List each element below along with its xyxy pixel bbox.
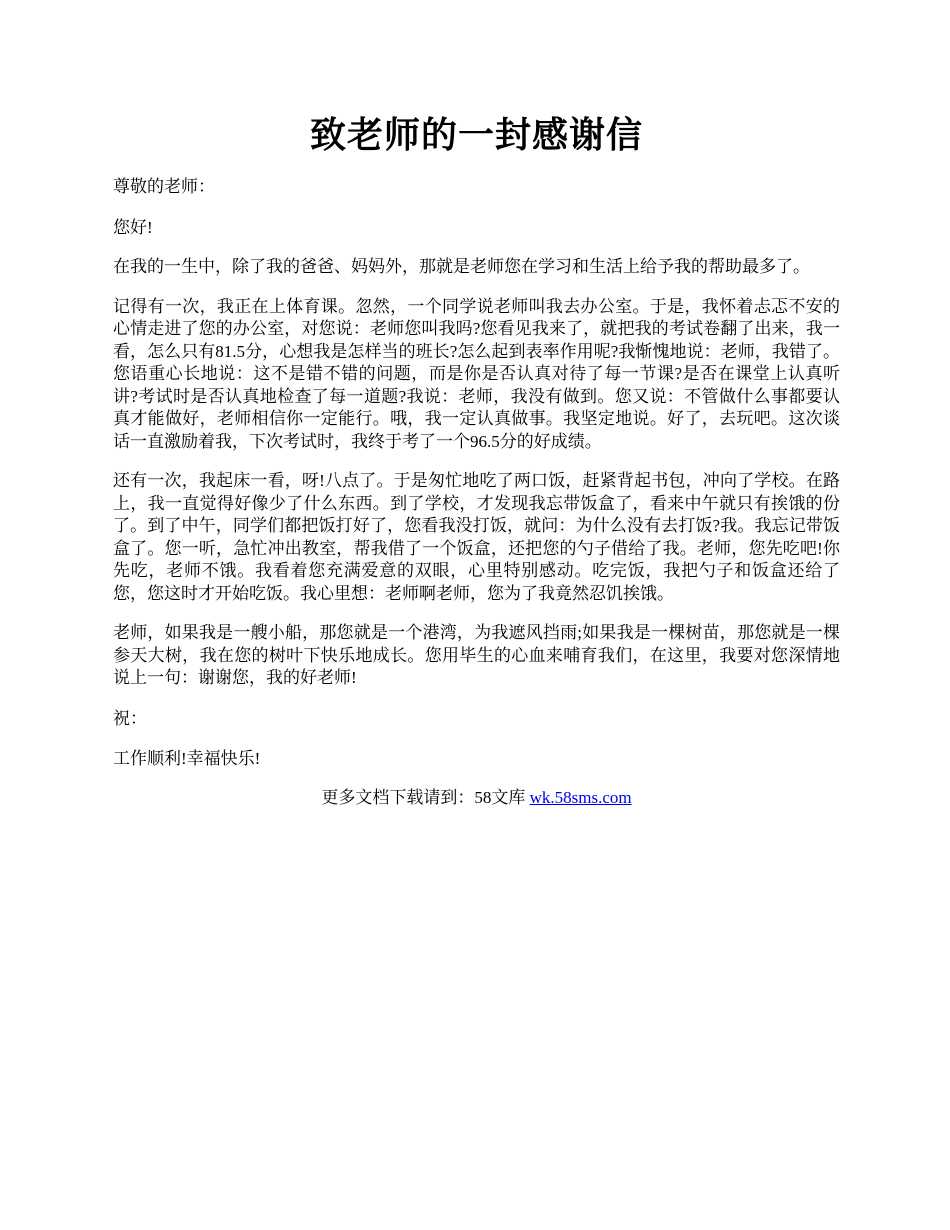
letter-salutation: 尊敬的老师： <box>113 177 215 196</box>
document-page <box>113 0 840 809</box>
letter-greeting: 您好! <box>113 217 153 237</box>
page-title: 致老师的一封感谢信 <box>309 115 643 155</box>
letter-paragraph-3: 还有一次，我起床一看，呀!八点了。于是匆忙地吃了两口饭，赶紧背起书包，冲向了学校。在路上，我一直觉得好像少了什么东西。到了学校，才发现我忘带饭盒了，看来中午就只有挨饿的份了。到了中午，同学们都把饭打好了，您看我没打饭，就问：为什么没有去打饭?我。我忘记带饭盒了。您一听，急忙冲出教室，帮我借了一个饭盒，还把您的勺子借给了我。老师，您先吃吧!你先吃，老师不饿。我看着您充满爱意的双眼，心里特别感动。吃完饭，我把勺子和饭盒还给了您，您这时才开始吃饭。我心里想：老师啊老师，您为了我竟然忍饥挨饿。 <box>113 471 840 603</box>
download-footer <box>113 787 840 810</box>
footer-text: 更多文档下载请到：58文库 <box>321 787 530 807</box>
letter-wish: 工作顺利!幸福快乐! <box>113 749 261 768</box>
letter-paragraph-1: 在我的一生中，除了我的爸爸、妈妈外，那就是老师您在学习和生活上给予我的帮助最多了。 <box>113 257 810 276</box>
letter-closing: 祝： <box>113 708 147 728</box>
letter-paragraph-2: 记得有一次，我正在上体育课。忽然，一个同学说老师叫我去办公室。于是，我怀着忐忑不安的心情走进了您的办公室，对您说：老师您叫我吗?您看见我来了，就把我的考试卷翻了出来，我一看，怎么只有81.5分，心想我是怎样当的班长?怎么起到表率作用呢?我惭愧地说：老师，我错了。您语重心长地说：这不是错不错的问题，而是你是否认真对待了每一节课?是否在课堂上认真听讲?考试时是否认真地检查了每一道题?我说：老师，我没有做到。您又说：不管做什么事都要认真才能做好，老师相信你一定能行。哦，我一定认真做事。我坚定地说。好了，去玩吧。这次谈话一直激励着我，下次考试时，我终于考了一个96.5分的好成绩。 <box>113 296 840 451</box>
footer-link[interactable]: wk.58sms.com <box>529 787 632 807</box>
letter-paragraph-4: 老师，如果我是一艘小船，那您就是一个港湾，为我遮风挡雨;如果我是一棵树苗，那您就是一棵参天大树，我在您的树叶下快乐地成长。您用毕生的心血来哺育我们，在这里，我要对您深情地说上一句：谢谢您，我的好老师! <box>113 623 840 687</box>
